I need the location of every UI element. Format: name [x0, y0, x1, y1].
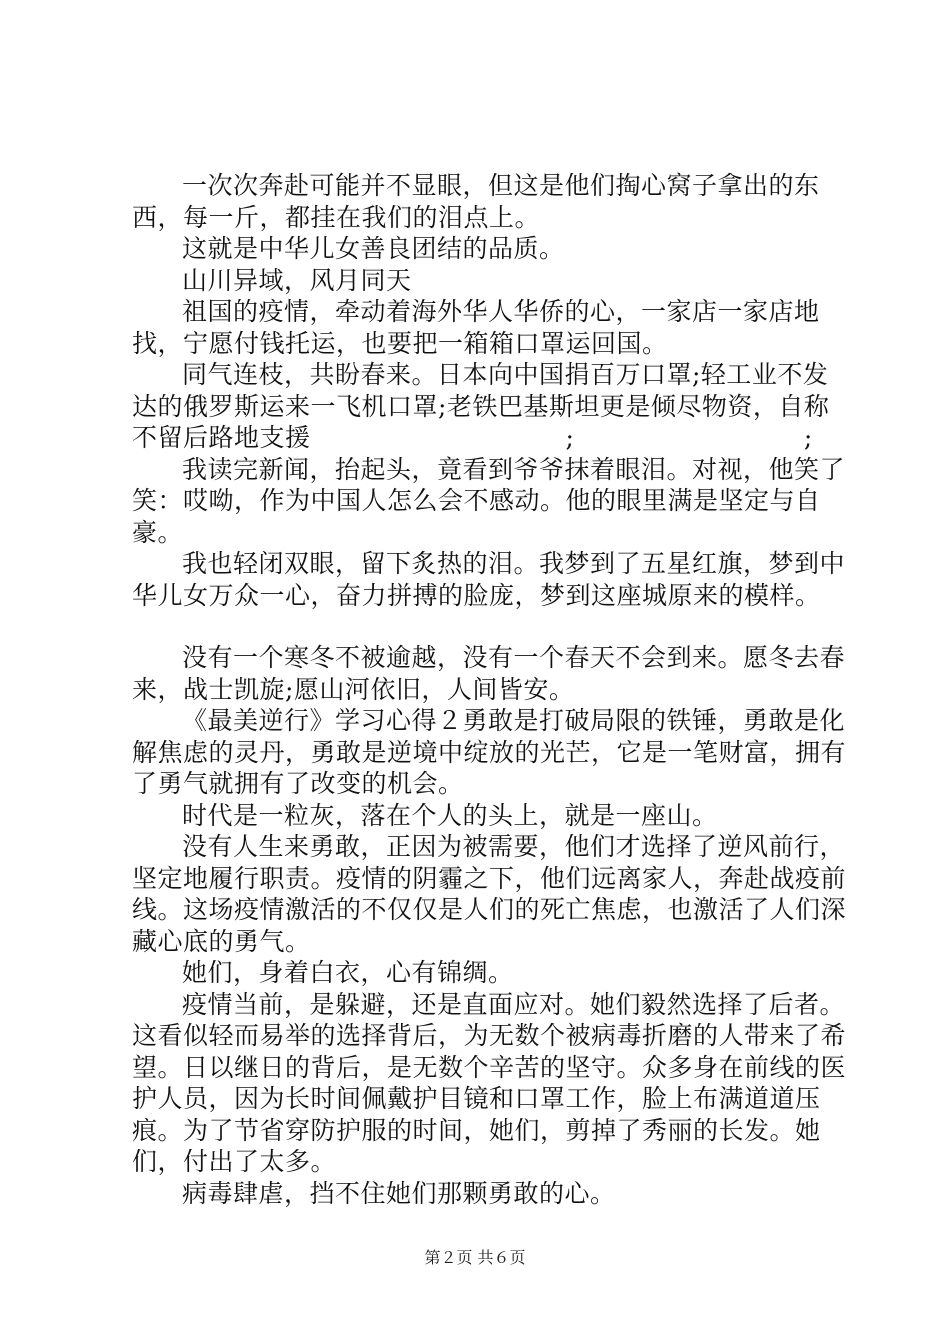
page-footer: 第２页 共６页 — [424, 1248, 526, 1267]
paragraph: 疫情当前，是躲避，还是直面应对。她们毅然选择了后者。这看似轻而易举的选择背后，为无数个被病毒折磨的人带来了希望。日以继日的背后，是无数个辛苦的坚守。众多身在前线的医护人员，因为长时间佩戴护目镜和口罩工作，脸上布满道道压痕。为了节省穿防护服的时间，她们，剪掉了秀丽的长发。她们，付出了太多。 — [132, 989, 847, 1176]
paragraph: 她们，身着白衣，心有锦绸。 — [182, 958, 514, 987]
paragraph: 我也轻闭双眼，留下炙热的泪。我梦到了五星红旗，梦到中华儿女万众一心，奋力拼搏的脸庞，梦到这座城原来的模样。 — [132, 549, 846, 610]
paragraph: 时代是一粒灰，落在个人的头上，就是一座山。 — [182, 800, 718, 830]
paragraph: 没有一个寒冬不被逾越，没有一个春天不会到来。愿冬去春来，战士凯旋;愿山河依旧，人间皆安。 — [132, 643, 846, 704]
paragraph: 同气连枝，共盼春来。日本向中国捐百万口罩;轻工业不发达的俄罗斯运来一飞机口罩;老铁巴基斯坦更是倾尽物资，自称不留后路地支援 ; ; — [132, 360, 830, 452]
paragraph: 这就是中华儿女善良团结的品质。 — [182, 234, 565, 263]
document-body — [132, 170, 852, 1209]
paragraph: 《最美逆行》学习心得２勇敢是打破局限的铁锤，勇敢是化解焦虑的灵丹，勇敢是逆境中绽放的光芒，它是一笔财富，拥有了勇气就拥有了改变的机会。 — [132, 706, 847, 798]
paragraph: 山川异域，风月同天 — [182, 265, 412, 295]
paragraph: 一次次奔赴可能并不显眼，但这是他们掏心窝子拿出的东西，每一斤，都挂在我们的泪点上。 — [132, 171, 820, 232]
paragraph: 祖国的疫情，牵动着海外华人华侨的心，一家店一家店地找，宁愿付钱托运，也要把一箱箱口罩运回国。 — [132, 297, 820, 358]
paragraph: 没有人生来勇敢，正因为被需要，他们才选择了逆风前行，坚定地履行职责。疫情的阴霾之下，他们远离家人，奔赴战疫前线。这场疫情激活的不仅仅是人们的死亡焦虑，也激活了人们深藏心底的勇气。 — [132, 832, 847, 956]
paragraph: 病毒肆虐，挡不住她们那颗勇敢的心。 — [182, 1178, 616, 1208]
paragraph: 我读完新闻，抬起头，竟看到爷爷抹着眼泪。对视，他笑了笑：哎呦，作为中国人怎么会不感动。他的眼里满是坚定与自豪。 — [132, 454, 846, 547]
